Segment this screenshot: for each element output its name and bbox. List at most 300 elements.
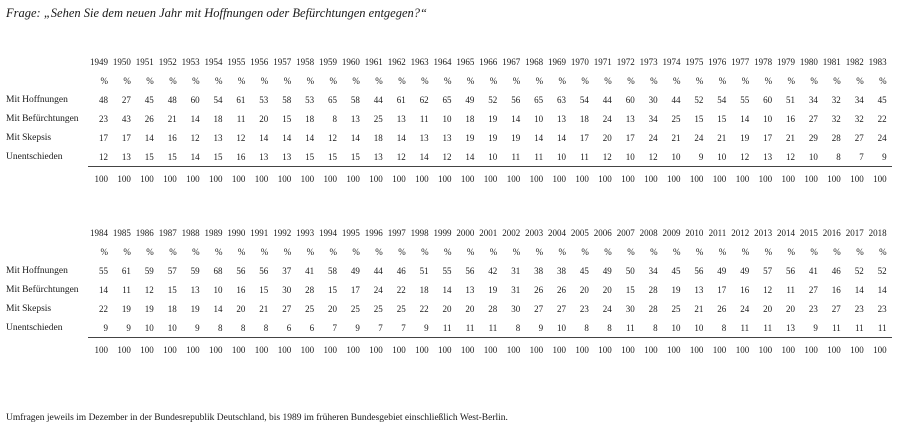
table-cell: 22 [99,304,108,314]
total-cell: 100 [460,345,475,355]
table-cell: 23 [877,304,887,314]
table-cell: 15 [328,152,337,162]
total-cell: 100 [621,174,635,184]
befuerchtungen-row [0,112,900,126]
table-cell: 7 [378,323,383,333]
table-cell: 31 [511,285,521,295]
year-header: 2008 [639,228,658,238]
total-cell: 100 [735,174,750,184]
year-header: 1991 [250,228,269,238]
table-cell: 10 [442,114,452,124]
total-cell: 100 [392,345,406,355]
year-header: 1990 [227,228,246,238]
table-cell: 14 [511,114,521,124]
table-cell: 45 [671,266,681,276]
year-header: 1955 [227,57,246,67]
table-cell: 10 [557,152,566,162]
unit-header: % [146,247,154,257]
year-header: 1972 [616,57,635,67]
total-cell: 100 [94,345,108,355]
table-cell: 30 [511,304,521,314]
unit-header: % [421,247,429,257]
table-cell: 34 [648,266,658,276]
table-cell: 13 [121,152,131,162]
table-cell: 12 [740,152,750,162]
unit-header: % [695,247,704,257]
year-header: 1976 [708,57,727,67]
table-cell: 25 [373,304,383,314]
table-cell: 14 [144,133,154,143]
total-row [0,343,900,357]
table-cell: 10 [763,114,773,124]
total-cell: 100 [827,345,841,355]
year-header: 2009 [662,228,681,238]
table-cell: 55 [740,95,750,105]
total-cell: 100 [369,345,383,355]
year-header: 1959 [319,57,337,67]
total-cell: 100 [529,174,544,184]
unit-header: % [466,76,475,86]
table-cell: 16 [236,152,246,162]
total-cell: 100 [873,174,887,184]
year-header: 1950 [112,57,131,67]
table-cell: 25 [350,304,360,314]
total-cell: 100 [438,345,452,355]
table-cell: 60 [625,95,635,105]
table-cell: 25 [396,304,406,314]
table-cell: 61 [236,95,246,105]
table-cell: 49 [717,266,727,276]
table-cell: 14 [854,285,864,295]
table-cell: 52 [854,266,864,276]
table-cell: 12 [648,152,658,162]
table-cell: 24 [602,114,612,124]
unit-header: % [306,247,315,257]
table-cell: 11 [740,323,750,333]
unit-header: % [306,76,315,86]
table-cell: 23 [99,114,108,124]
unit-header: % [489,76,498,86]
year-row [0,55,900,69]
total-cell: 100 [689,345,704,355]
table-cell: 45 [144,95,154,105]
table-cell: 49 [350,266,360,276]
total-cell: 100 [369,174,383,184]
table-cell: 22 [419,304,429,314]
table-cell: 13 [442,133,452,143]
row-label: Mit Befürchtungen [6,114,79,124]
unit-header: % [237,76,246,86]
unentschieden-row [0,150,900,164]
table-cell: 18 [213,114,223,124]
year-header: 1992 [273,228,292,238]
table-cell: 49 [740,266,750,276]
table-cell: 14 [282,133,292,143]
table-cell: 8 [607,323,612,333]
table-cell: 10 [557,323,566,333]
table-cell: 15 [259,285,269,295]
table-cell: 15 [167,152,177,162]
table-cell: 18 [465,114,475,124]
table-cell: 12 [442,152,452,162]
year-header: 2005 [570,228,589,238]
total-cell: 100 [254,174,269,184]
table-cell: 57 [167,266,177,276]
table-cell: 17 [717,285,727,295]
table-cell: 19 [511,133,521,143]
table-cell: 65 [442,95,452,105]
total-cell: 100 [850,345,864,355]
total-cell: 100 [827,174,841,184]
table-cell: 16 [740,285,750,295]
year-header: 1969 [548,57,566,67]
total-cell: 100 [346,174,360,184]
total-cell: 100 [483,345,498,355]
table-cell: 12 [236,133,246,143]
table-cell: 32 [854,114,864,124]
table-cell: 15 [213,152,223,162]
table-cell: 23 [854,304,864,314]
total-cell: 100 [117,174,131,184]
total-cell: 100 [460,174,475,184]
table-cell: 10 [144,323,154,333]
total-cell: 100 [323,345,337,355]
table-cell: 10 [625,152,635,162]
table-cell: 53 [259,95,269,105]
table-cell: 41 [305,266,315,276]
table-cell: 9 [103,323,108,333]
unit-header: % [856,76,864,86]
total-cell: 100 [140,345,154,355]
hoffnungen-row [0,264,900,278]
table-cell: 21 [167,114,177,124]
table-cell: 26 [557,285,566,295]
total-cell: 100 [552,345,566,355]
table-cell: 56 [694,266,704,276]
table-cell: 55 [99,266,108,276]
total-row [0,172,900,186]
table-cell: 20 [442,304,452,314]
table-cell: 13 [190,285,200,295]
table-cell: 27 [121,95,131,105]
table-cell: 16 [236,285,246,295]
skepsis-row [0,131,900,145]
year-header: 1977 [731,57,750,67]
table-cell: 29 [808,133,818,143]
table-cell: 57 [763,266,773,276]
table-cell: 49 [465,95,475,105]
unit-header: % [146,76,154,86]
table-cell: 10 [534,114,544,124]
total-cell: 100 [140,174,154,184]
unit-header: % [535,76,544,86]
year-header: 1989 [204,228,223,238]
table-cell: 8 [263,323,269,333]
table-cell: 14 [557,133,566,143]
unit-header: % [421,76,429,86]
table-cell: 62 [419,95,429,105]
row-label: Unentschieden [6,152,63,162]
table-cell: 23 [579,304,589,314]
table-cell: 13 [419,133,429,143]
unit-header: % [787,247,795,257]
table-cell: 20 [763,304,773,314]
table-cell: 16 [786,114,795,124]
table-cell: 8 [515,323,521,333]
table-cell: 28 [648,304,658,314]
unit-header: % [535,247,544,257]
unit-header: % [650,247,658,257]
year-header: 1956 [250,57,269,67]
year-header: 2000 [456,228,475,238]
table-cell: 44 [671,95,681,105]
table-cell: 6 [309,323,315,333]
unit-header: % [558,76,566,86]
total-cell: 100 [392,174,406,184]
table-cell: 56 [511,95,521,105]
table-cell: 42 [488,266,498,276]
table-cell: 55 [442,266,452,276]
unit-header: % [237,247,246,257]
row-label: Mit Hoffnungen [6,95,68,105]
table-cell: 60 [190,95,200,105]
table-cell: 13 [786,323,795,333]
table-cell: 19 [488,114,498,124]
total-cell: 100 [346,345,360,355]
year-header: 2011 [708,228,727,238]
table-cell: 49 [602,266,612,276]
unit-header: % [810,247,818,257]
unit-header: % [466,247,475,257]
total-cell: 100 [575,174,589,184]
sum-divider [88,166,892,167]
unit-header: % [169,247,177,257]
table-cell: 46 [396,266,406,276]
total-cell: 100 [186,174,200,184]
table-cell: 25 [671,304,681,314]
unit-header: % [718,76,727,86]
year-header: 2002 [502,228,521,238]
total-cell: 100 [667,174,681,184]
table-cell: 26 [717,304,727,314]
table-cell: 13 [396,114,406,124]
table-cell: 12 [99,152,108,162]
unit-header: % [741,247,750,257]
year-header: 1980 [799,57,818,67]
table-cell: 9 [126,323,131,333]
table-cell: 9 [698,152,704,162]
table-cell: 22 [877,114,887,124]
table-cell: 18 [305,114,315,124]
footnote: Umfragen jeweils im Dezember in der Bundesrepublik Deutschland, bis 1989 im früheren Bundesgebiet einschließlich West-Berlin. [6,413,508,423]
unit-header: % [352,76,360,86]
table-cell: 24 [694,133,704,143]
table-cell: 25 [305,304,315,314]
year-header: 1994 [319,228,337,238]
table-cell: 20 [465,304,475,314]
table-cell: 28 [488,304,498,314]
table-cell: 10 [488,152,498,162]
year-header: 1967 [502,57,521,67]
table-cell: 13 [350,114,360,124]
table-cell: 14 [99,285,108,295]
row-label: Mit Skepsis [6,304,52,314]
table-cell: 11 [763,323,773,333]
year-header: 1965 [456,57,475,67]
table-cell: 14 [740,114,750,124]
table-cell: 11 [832,323,841,333]
total-cell: 100 [598,174,612,184]
table-cell: 8 [332,114,337,124]
table-cell: 10 [671,152,681,162]
total-cell: 100 [712,174,727,184]
year-header: 1949 [90,57,108,67]
year-header: 1966 [479,57,498,67]
table-cell: 61 [121,266,131,276]
table-cell: 18 [579,114,589,124]
unit-header: % [444,76,452,86]
year-header: 1975 [685,57,704,67]
table-cell: 25 [671,114,681,124]
table-cell: 14 [305,133,315,143]
table-cell: 45 [579,266,589,276]
year-header: 1971 [593,57,612,67]
table-cell: 24 [740,304,750,314]
table-cell: 26 [534,285,544,295]
table-cell: 11 [786,285,795,295]
table-cell: 20 [259,114,269,124]
table-cell: 18 [419,285,429,295]
table-cell: 14 [534,133,544,143]
unit-header: % [879,247,887,257]
table-cell: 56 [259,266,269,276]
unit-header: % [215,247,223,257]
table-cell: 8 [218,323,223,333]
unit-header: % [329,76,337,86]
table-cell: 11 [122,285,131,295]
table-cell: 6 [286,323,292,333]
table-cell: 11 [511,152,521,162]
unit-header: % [673,76,681,86]
table-cell: 11 [419,114,429,124]
table-cell: 38 [534,266,544,276]
table-cell: 27 [534,304,544,314]
year-header: 1968 [525,57,544,67]
table-cell: 34 [808,95,818,105]
unit-header: % [398,247,406,257]
table-cell: 54 [717,95,727,105]
total-cell: 100 [873,345,887,355]
total-cell: 100 [231,345,246,355]
table-cell: 11 [488,323,498,333]
table-cell: 13 [259,152,269,162]
year-header: 2003 [525,228,544,238]
year-header: 1973 [639,57,658,67]
unit-header: % [856,247,864,257]
total-cell: 100 [300,345,315,355]
table-cell: 27 [557,304,566,314]
table-cell: 20 [602,133,612,143]
table-cell: 19 [740,133,750,143]
unit-header: % [741,76,750,86]
table-cell: 26 [144,114,154,124]
year-header: 1963 [410,57,429,67]
table-cell: 65 [534,95,544,105]
table-cell: 25 [373,114,383,124]
table-cell: 48 [99,95,108,105]
table-cell: 17 [625,133,635,143]
table-cell: 45 [877,95,887,105]
total-cell: 100 [552,174,566,184]
table-cell: 11 [442,323,452,333]
table-cell: 56 [465,266,475,276]
table-cell: 19 [190,304,200,314]
table-cell: 9 [538,323,544,333]
unit-header: % [215,76,223,86]
table-cell: 24 [602,304,612,314]
year-header: 1996 [364,228,383,238]
total-cell: 100 [163,174,177,184]
table-cell: 10 [671,323,681,333]
table-cell: 27 [282,304,292,314]
table-cell: 7 [332,323,337,333]
year-header: 1988 [181,228,200,238]
table-cell: 37 [282,266,292,276]
table-cell: 63 [557,95,566,105]
table-cell: 12 [190,133,200,143]
total-cell: 100 [529,345,544,355]
total-cell: 100 [667,345,681,355]
total-cell: 100 [300,174,315,184]
table-cell: 10 [167,323,177,333]
unit-header: % [604,76,612,86]
table-cell: 9 [882,152,887,162]
table-cell: 17 [121,133,131,143]
year-header: 1974 [662,57,681,67]
total-cell: 100 [483,174,498,184]
unit-header: % [581,76,589,86]
table-cell: 15 [144,152,154,162]
total-cell: 100 [438,174,452,184]
total-cell: 100 [781,345,795,355]
total-cell: 100 [117,345,131,355]
total-cell: 100 [209,345,223,355]
total-cell: 100 [506,345,521,355]
table-cell: 15 [717,114,727,124]
year-row [0,226,900,240]
table-cell: 24 [373,285,383,295]
table-cell: 28 [648,285,658,295]
table-cell: 8 [240,323,246,333]
total-cell: 100 [575,345,589,355]
table-cell: 21 [786,133,795,143]
table-cell: 21 [259,304,269,314]
table-cell: 68 [213,266,223,276]
table-cell: 15 [625,285,635,295]
table-cell: 27 [831,304,841,314]
table-cell: 10 [717,152,727,162]
skepsis-row [0,302,900,316]
table-cell: 46 [831,266,841,276]
table-cell: 12 [144,285,154,295]
total-cell: 100 [804,174,818,184]
table-cell: 21 [694,304,704,314]
table-cell: 17 [99,133,108,143]
year-header: 1953 [181,57,200,67]
table-cell: 24 [877,133,887,143]
year-header: 1999 [433,228,452,238]
total-cell: 100 [415,174,429,184]
